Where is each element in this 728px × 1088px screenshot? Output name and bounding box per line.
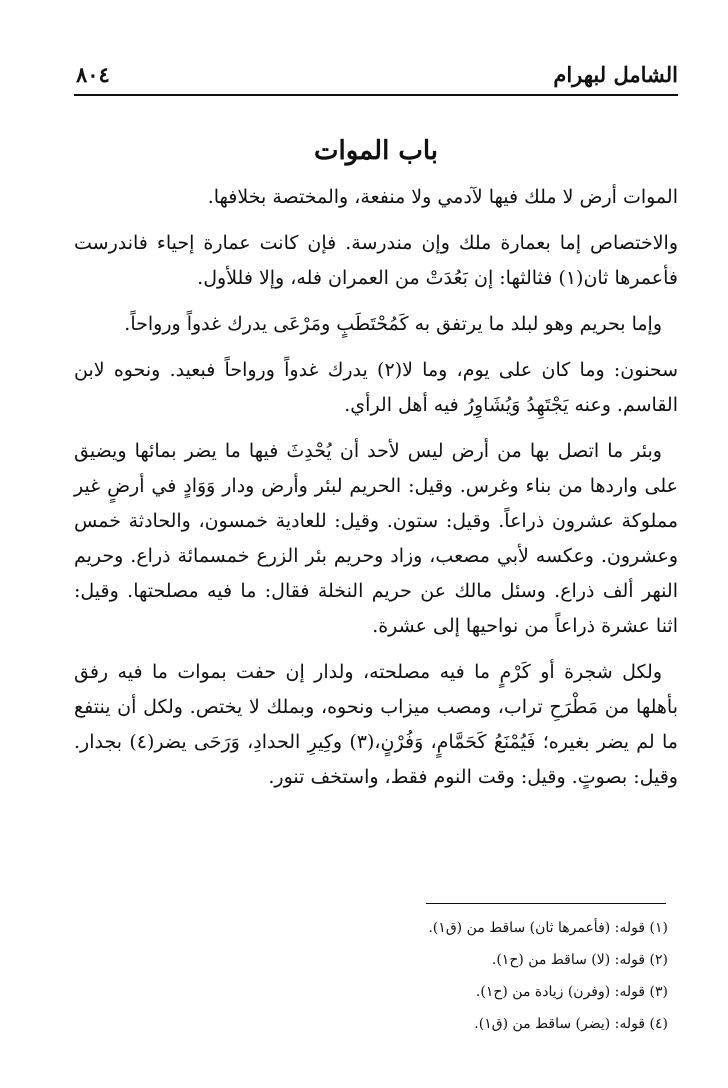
footnote-divider [426,903,666,904]
main-text [74,180,678,806]
running-header [74,60,678,96]
paragraph: الموات أرض لا ملك فيها لآدمي ولا منفعة، والمختصة بخلافها. [207,186,678,208]
footnote: (٣) قوله: (وفرن) زيادة من (ح١). [475,984,668,1000]
paragraph: وإما بحريم وهو لبلد ما يرتفق به كَمُحْتَطَبٍ ومَرْعَى يدرك غدواً ورواحاً. [124,313,662,335]
chapter-heading: باب الموات [314,136,438,166]
footnote: (٢) قوله: (لا) ساقط من (ح١). [491,952,668,968]
paragraph: ولكل شجرة أو كَرْمٍ ما فيه مصلحته، ولدار إن حفت بموات ما فيه رفق بأهلها من مَطْرَحِ تراب، ومصب ميزاب ونحوه، وبملك لا يختص. ولكل أن ينتفع ما لم يضر بغيره؛ فَيُمْنَعُ كَحَمَّامٍ، وَفُرْنٍ،(٣) وكِيرِ الحدادِ، وَرَحَى يضر(٤) بجدار. وقيل: بصوتٍ. وقيل: وقت النوم فقط، واستخف تنور. [74,661,678,788]
footnotes [374,912,668,1040]
paragraph: وبئر ما اتصل بها من أرض ليس لأحد أن يُحْدِثَ فيها ما يضر بمائها ويضيق على واردها من بناء وغرس. وقيل: الحريم لبئر وأرض ودار وَوَادٍ في أرضٍ غير مملوكة عشرون ذراعاً. وقيل: ستون. وقيل: للعادية خمسون، والحادثة خمس وعشرون. وعكسه لأبي مصعب، وزاد وحريم بئر الزرع خمسمائة ذراع. وحريم النهر ألف ذراع. وسئل مالك عن حريم النخلة فقال: ما فيه مصلحتها. وقيل: اثنا عشرة ذراعاً من نواحيها إلى عشرة. [74,440,679,637]
footnote: (١) قوله: (فأعمرها ثان) ساقط من (ق١). [428,920,668,936]
paragraph: والاختصاص إما بعمارة ملك وإن مندرسة. فإن كانت عمارة إحياء فاندرست فأعمرها ثان(١) فثالثها: إن بَعُدَتْ من العمران فله، وإلا فللأول. [74,232,678,289]
footnote: (٤) قوله: (يضر) ساقط من (ق١). [474,1016,668,1032]
paragraph: سحنون: وما كان على يوم، وما لا(٢) يدرك غدواً ورواحاً فبعيد. ونحوه لابن القاسم. وعنه يَجْتَهِدُ وَيُشَاوِرُ فيه أهل الرأي. [74,359,678,416]
page-number: ٨٠٤ [76,62,110,87]
book-title: الشامل لبهرام [553,62,678,87]
